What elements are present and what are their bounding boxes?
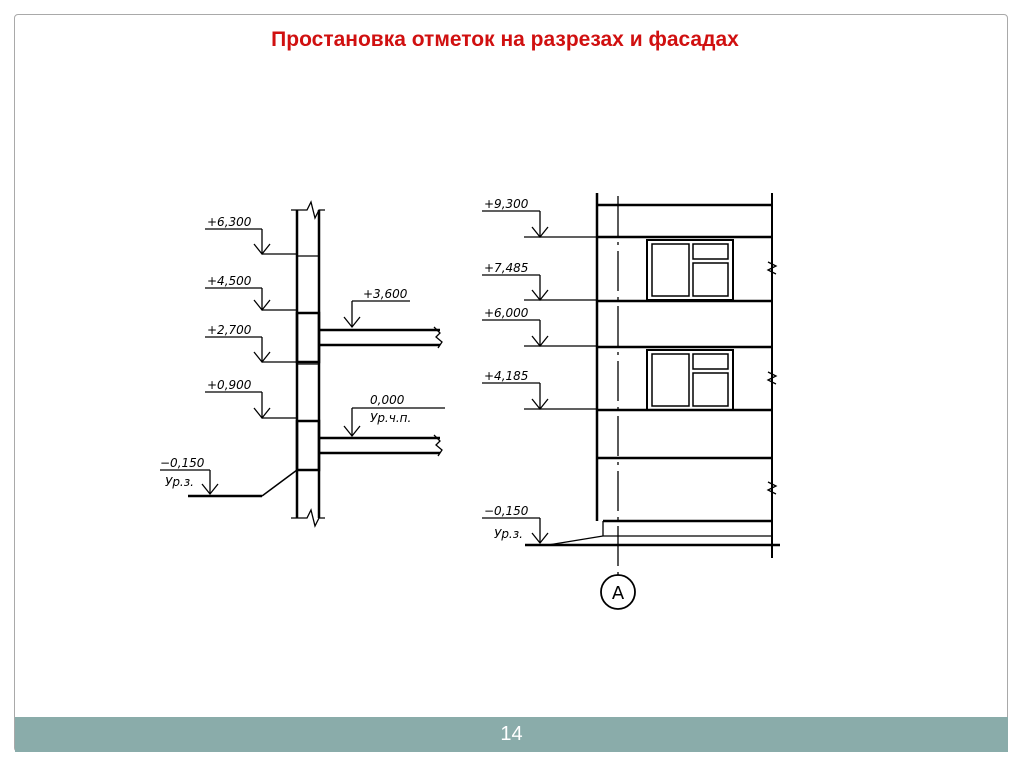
- facade-mark-label: −0,150: [484, 504, 529, 518]
- section-mark-label: +2,700: [207, 323, 252, 337]
- section-mark-label: +0,900: [207, 378, 252, 392]
- facade-mark-label: +6,000: [484, 306, 529, 320]
- section-drawing: [160, 202, 445, 526]
- axis-label: А: [611, 583, 625, 604]
- section-mark-label: −0,150: [160, 456, 205, 470]
- section-mark-label: +4,500: [207, 274, 252, 288]
- section-mark-sublabel: Ур.з.: [165, 475, 194, 489]
- facade-mark-label: +7,485: [484, 261, 529, 275]
- section-mark-sublabel: Ур.ч.п.: [370, 411, 412, 425]
- page-number: 14: [500, 723, 523, 745]
- slide-title: Простановка отметок на разрезах и фасадах: [271, 28, 739, 51]
- section-mark-label: +3,600: [363, 287, 408, 301]
- section-mark-label: 0,000: [370, 393, 405, 407]
- section-mark-label: +6,300: [207, 215, 252, 229]
- facade-mark-sublabel: Ур.з.: [494, 527, 523, 541]
- footer-bar: [15, 717, 1008, 752]
- facade-drawing: [482, 193, 780, 609]
- facade-mark-label: +9,300: [484, 197, 529, 211]
- facade-mark-label: +4,185: [484, 369, 529, 383]
